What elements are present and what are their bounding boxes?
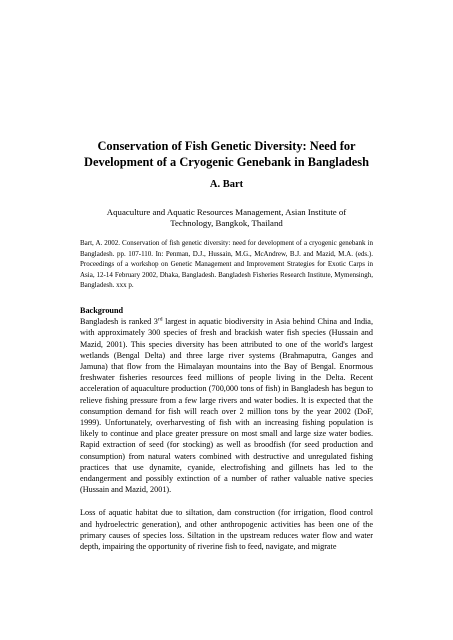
section-heading-background: Background xyxy=(80,306,124,315)
body-text xyxy=(80,305,373,552)
citation-text: Bart, A. 2002. Conservation of fish genetic diversity: need for development of a cryogenic genebank in Bangladesh. pp. 107-110. In: Penman, D.J., Hussain, M.G., McAndrew, B.J. and Mazid, M.A. (eds.). Proceedings of a workshop on Genetic Management and Improvement Strategies for Exotic Carps in Asia, 12-14 February 2002, Dhaka, Bangladesh. Bangladesh Fisheries Research Institute, Mymensingh, Bangladesh. xxx p. xyxy=(80,239,373,289)
affiliation-line-2: Technology, Bangkok, Thailand xyxy=(170,218,283,228)
paper-title xyxy=(70,138,383,170)
affiliation xyxy=(80,207,373,229)
title-line-2: Development of a Cryogenic Genebank in Bangladesh xyxy=(84,155,369,169)
ordinal-superscript: rd xyxy=(157,316,163,323)
title-line-1: Conservation of Fish Genetic Diversity: Need for xyxy=(97,139,356,153)
affiliation-line-1: Aquaculture and Aquatic Resources Management, Asian Institute of xyxy=(106,207,347,217)
paragraph-1-rest: largest in aquatic biodiversity in Asia behind China and India, with approximately 300 species of fresh and brackish water fish species (Hussain and Mazid, 2001). This species diversity has been attributed to one of the world's largest wetlands (Bengal Delta) and three large river systems (Brahmaputra, Ganges and Jamuna) that flow from the Himalayan mountains into the Bay of Bengal. Enormous freshwater fisheries resources feed millions of people living in the Delta. Recent acceleration of aquaculture production (700,000 tons of fish) in Bangladesh has begun to relieve fishing pressure from a few large rivers and water bodies. It is expected that the consumption demand for fish will reach over 2 million tons by the year 2002 (DoF, 1999). Unfortunately, overharvesting of fish with an increasing fishing population is likely to continue and place greater pressure on most small and large size water bodies. Rapid extraction of seed (for stocking) as well as broodfish (for seed production and consumption) from natural waters combined with destructive and unregulated fishing practices that use dynamite, cyanide, electrofishing and gillnets has led to the endangerment and possibly extinction of a number of rather valuable native species (Hussain and Mazid, 2001). xyxy=(80,317,373,495)
paragraph-1 xyxy=(80,316,373,495)
paragraph-2: Loss of aquatic habitat due to siltation, dam construction (for irrigation, flood control and hydroelectric generation), and other anthropogenic activities has been one of the primary causes of species loss. Siltation in the upstream reduces water flow and water depth, impairing the opportunity of riverine fish to feed, navigate, and migrate xyxy=(80,508,373,552)
author-name: A. Bart xyxy=(209,179,244,190)
paragraph-1-start: Bangladesh is ranked 3 xyxy=(80,317,158,327)
